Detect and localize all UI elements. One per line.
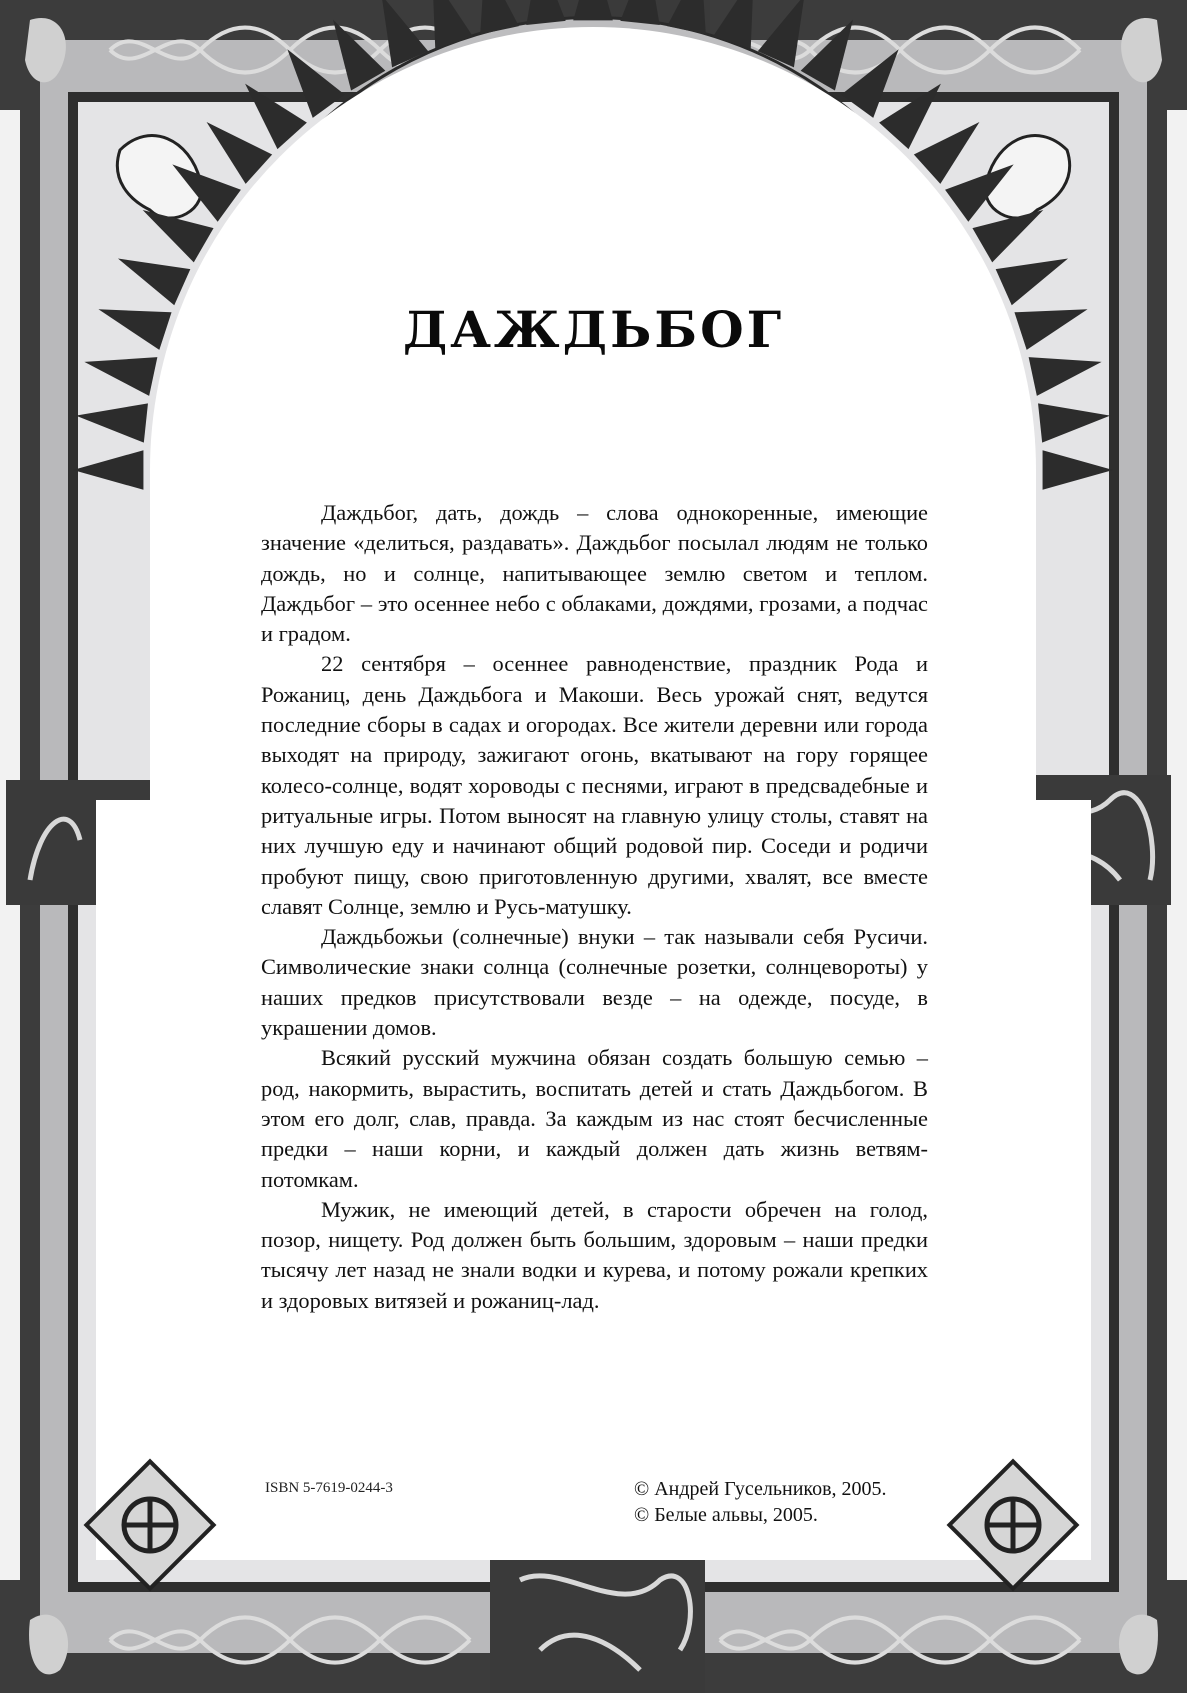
paragraph: Всякий русский мужчина обязан создать большую семью – род, накормить, вырастить, воспитать детей и стать Даждьбогом. В этом его долг, слав, правда. За каждым из нас стоят бесчисленные предки – наши корни, и каждый должен дать жизнь ветвям-потомкам. bbox=[261, 1045, 928, 1192]
sun-ray bbox=[573, 0, 613, 20]
isbn-label: ISBN 5-7619-0244-3 bbox=[265, 1480, 393, 1496]
page-title: ДАЖДЬБОГ bbox=[402, 300, 785, 359]
paragraph: 22 сентября – осеннее равноденствие, праздник Рода и Рожаниц, день Даждьбога и Макоши. Весь урожай снят, ведутся последние сборы в садах и огородах. Все жители деревни или города выходят на природу, зажигают огонь, вкатывают на гору горящее колесо-солнце, водят хороводы с песнями, играют в предсвадебные и ритуальные игры. Потом выносят на главную улицу столы, ставят на них лучшую еду и начинают общий родовой пир. Соседи и родичи пробуют пищу, свою приготовленную другими, хвалят, все вместе славят Солнце, землю и Русь-матушку. bbox=[261, 651, 928, 919]
bottom-center-panel bbox=[490, 1540, 705, 1693]
copyright-line: © Белые альвы, 2005. bbox=[634, 1504, 818, 1526]
paragraph: Даждьбог, дать, дождь – слова однокоренные, имеющие значение «делиться, раздавать». Даждьбог посылал людям не только дождь, но и солнце, напитывающее землю светом и теплом. Даждьбог – это осеннее небо с облаками, дождями, грозами, а подчас и градом. bbox=[261, 500, 928, 647]
copyright-line: © Андрей Гусельников, 2005. bbox=[634, 1478, 887, 1500]
paragraph: Мужик, не имеющий детей, в старости обречен на голод, позор, нищету. Род должен быть большим, здоровым – наши предки тысячу лет назад не знали водки и курева, и потому рожали крепких и здоровых витязей и рожаниц-лад. bbox=[261, 1196, 928, 1313]
article-body bbox=[261, 498, 928, 1316]
copyright-block bbox=[634, 1476, 887, 1528]
paragraph: Даждьбожьи (солнечные) внуки – так называли себя Русичи. Символические знаки солнца (солнечные розетки, солнцевороты) у наших предков присутствовали везде – на одежде, посуде, в украшении домов. bbox=[261, 924, 928, 1041]
